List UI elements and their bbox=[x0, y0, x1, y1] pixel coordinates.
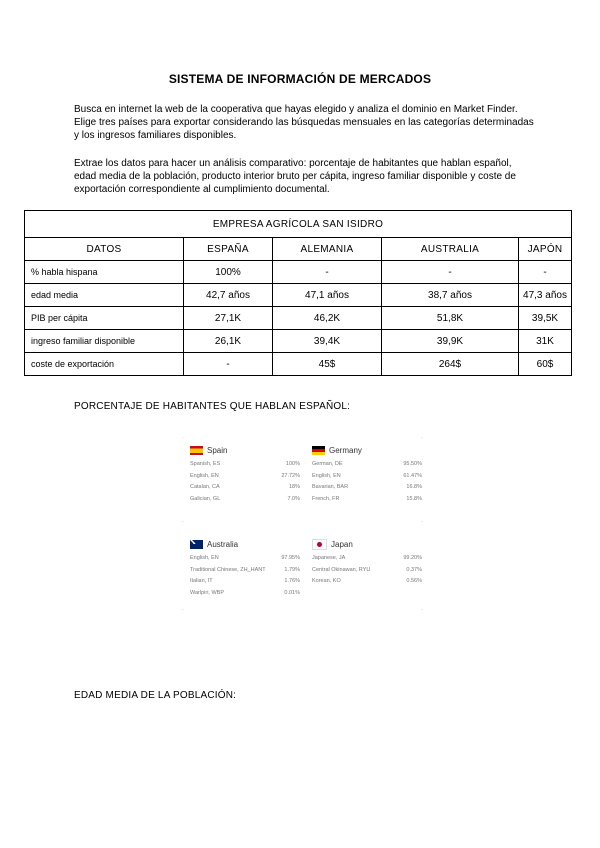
language-name: Korean, KO bbox=[312, 578, 341, 584]
cell-value: 264$ bbox=[382, 353, 519, 376]
cell-value: 27,1K bbox=[184, 307, 273, 330]
cell-value: 47,1 años bbox=[273, 284, 382, 307]
cell-value: 46,2K bbox=[273, 307, 382, 330]
section-heading-spanish-speakers: PORCENTAJE DE HABITANTES QUE HABLAN ESPAÑOL: bbox=[74, 401, 351, 412]
cell-value: 60$ bbox=[519, 353, 572, 376]
list-item bbox=[312, 494, 422, 506]
language-percent: 97.95% bbox=[281, 555, 300, 561]
cell-value: 39,4K bbox=[273, 330, 382, 353]
cell-value: 26,1K bbox=[184, 330, 273, 353]
language-name: Bavarian, BAR bbox=[312, 484, 349, 490]
row-label: ingreso familiar disponible bbox=[25, 330, 184, 353]
spain-flag-icon bbox=[190, 446, 203, 455]
language-name: French, FR bbox=[312, 495, 340, 502]
list-item bbox=[312, 471, 422, 483]
page-title: SISTEMA DE INFORMACIÓN DE MERCADOS bbox=[168, 72, 432, 86]
language-percent: 0.37% bbox=[406, 566, 422, 573]
list-item bbox=[190, 576, 300, 588]
language-percent: 7.0% bbox=[287, 495, 300, 502]
language-percent: 18% bbox=[288, 484, 300, 490]
header-datos: DATOS bbox=[25, 238, 184, 261]
country-card-germany bbox=[312, 443, 422, 505]
language-name: English, EN bbox=[190, 472, 219, 479]
language-percent: 27.72% bbox=[281, 472, 300, 479]
company-name: EMPRESA AGRÍCOLA SAN ISIDRO bbox=[25, 211, 572, 238]
language-name: Warlpiri, WBP bbox=[190, 589, 225, 596]
language-percent: 1.79% bbox=[284, 566, 300, 573]
language-name: Central Okinawan, RYU bbox=[312, 566, 371, 573]
header-espana: ESPAÑA bbox=[184, 238, 273, 261]
cell-value: 47,3 años bbox=[519, 284, 572, 307]
language-name: English, EN bbox=[190, 555, 219, 561]
language-percent: 99.20% bbox=[403, 555, 422, 561]
table-row bbox=[25, 284, 572, 307]
language-percent: 15.8% bbox=[406, 495, 422, 502]
cell-value: - bbox=[273, 261, 382, 284]
cell-value: 100% bbox=[184, 261, 273, 284]
germany-flag-icon bbox=[312, 446, 325, 455]
list-item bbox=[190, 565, 300, 577]
language-name: Catalan, CA bbox=[190, 484, 220, 490]
cell-value: - bbox=[382, 261, 519, 284]
japan-flag-icon bbox=[312, 539, 327, 550]
language-name: Italian, IT bbox=[190, 578, 213, 584]
list-item bbox=[312, 565, 422, 577]
market-finder-language-panel: · · · · · · Spain Spanish, ES 100% English, EN 27.72% Catalan, CA 18% Galician, GL 7.0% Germany German, DE 95.50% English, EN 61.47% Bavarian, BAR 16.8% French, FR 15.8% Australia English, EN 97.95% Traditional Chinese, ZH_HANT 1.79% Italian, IT 1.76% Warlpiri, WBP 0.01% Japan Japanese, JA 99.20% Central Okinawan, RYU 0.37% Korean, KO 0.56% bbox=[182, 435, 423, 613]
language-percent: 0.56% bbox=[406, 578, 422, 584]
language-percent: 95.50% bbox=[403, 461, 422, 467]
list-item bbox=[190, 553, 300, 565]
table-header-row bbox=[25, 238, 572, 261]
australia-flag-icon bbox=[190, 540, 203, 549]
list-item bbox=[312, 553, 422, 565]
language-name: Galician, GL bbox=[190, 495, 221, 502]
header-japon: JAPÓN bbox=[519, 238, 572, 261]
cell-value: - bbox=[184, 353, 273, 376]
country-name: Spain bbox=[207, 445, 228, 455]
country-name: Germany bbox=[329, 445, 362, 455]
table-row bbox=[25, 353, 572, 376]
header-australia: AUSTRALIA bbox=[382, 238, 519, 261]
cell-value: - bbox=[519, 261, 572, 284]
list-item bbox=[312, 459, 422, 471]
country-card-australia bbox=[190, 537, 300, 599]
language-percent: 61.47% bbox=[403, 472, 422, 479]
list-item bbox=[312, 482, 422, 494]
section-heading-average-age: EDAD MEDIA DE LA POBLACIÓN: bbox=[74, 690, 237, 701]
language-name: German, DE bbox=[312, 461, 343, 467]
comparison-table bbox=[24, 210, 572, 376]
cell-value: 39,5K bbox=[519, 307, 572, 330]
intro-paragraph: Busca en internet la web de la cooperativa que hayas elegido y analiza el dominio en Market Finder. Elige tres países para exportar considerando las búsquedas mensuales en las categorías determinadas y los ingresos familiares disponibles. bbox=[74, 104, 534, 141]
list-item bbox=[190, 471, 300, 483]
language-name: Spanish, ES bbox=[190, 461, 221, 467]
list-item bbox=[190, 459, 300, 471]
table-row bbox=[25, 261, 572, 284]
row-label: coste de exportación bbox=[25, 353, 184, 376]
country-card-spain bbox=[190, 443, 300, 505]
row-label: edad media bbox=[25, 284, 184, 307]
language-percent: 0.01% bbox=[284, 589, 300, 596]
header-alemania: ALEMANIA bbox=[273, 238, 382, 261]
language-name: English, EN bbox=[312, 472, 341, 479]
instructions-paragraph: Extrae los datos para hacer un análisis comparativo: porcentaje de habitantes que hablan español, edad media de la población, producto interior bruto per cápita, ingreso familiar disponible y coste de exportación correspondiente al cumplimiento documental. bbox=[74, 158, 516, 195]
language-percent: 16.8% bbox=[406, 484, 422, 490]
cell-value: 42,7 años bbox=[184, 284, 273, 307]
list-item bbox=[190, 494, 300, 506]
cell-value: 38,7 años bbox=[382, 284, 519, 307]
table-row bbox=[25, 330, 572, 353]
list-item bbox=[190, 588, 300, 600]
row-label: % habla hispana bbox=[25, 261, 184, 284]
cell-value: 31K bbox=[519, 330, 572, 353]
cell-value: 51,8K bbox=[382, 307, 519, 330]
cell-value: 45$ bbox=[273, 353, 382, 376]
country-name: Japan bbox=[331, 539, 353, 549]
country-card-japan bbox=[312, 537, 422, 588]
cell-value: 39,9K bbox=[382, 330, 519, 353]
language-percent: 1.76% bbox=[284, 578, 300, 584]
list-item bbox=[312, 576, 422, 588]
row-label: PIB per cápita bbox=[25, 307, 184, 330]
language-name: Traditional Chinese, ZH_HANT bbox=[190, 566, 266, 573]
language-percent: 100% bbox=[285, 461, 300, 467]
table-row bbox=[25, 307, 572, 330]
language-name: Japanese, JA bbox=[312, 555, 346, 561]
list-item bbox=[190, 482, 300, 494]
country-name: Australia bbox=[207, 539, 239, 549]
